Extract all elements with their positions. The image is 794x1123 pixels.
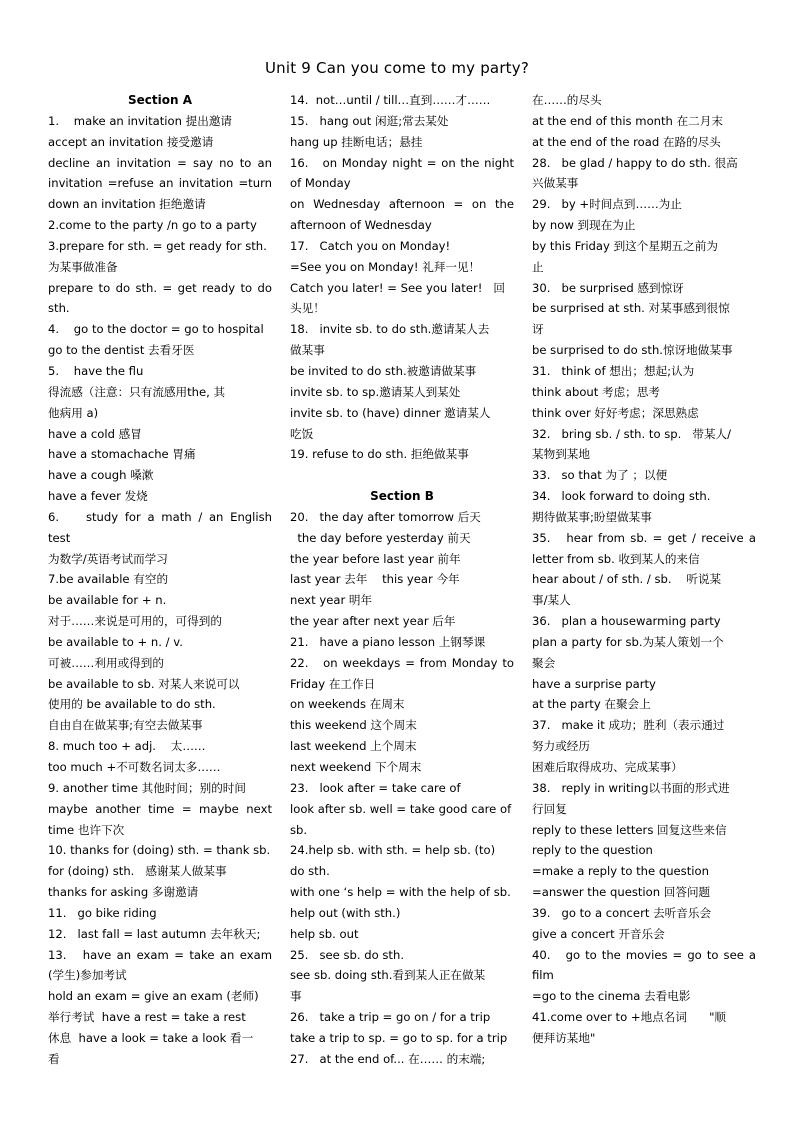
text-line: 头见！ (290, 301, 325, 316)
text-line: 16. on Monday night = on the night (290, 155, 514, 170)
text-line: 27. at the end of... 在…… 的末端; (290, 1051, 486, 1066)
text-line: 11. go bike riding (48, 905, 157, 920)
column-middle (290, 90, 514, 1070)
text-line: 29. by +时间点到……为止 (532, 197, 682, 212)
text-line: the day before yesterday 前天 (290, 530, 471, 545)
text-line: 34. look forward to doing sth. (532, 489, 711, 504)
text-line: down an invitation 拒绝邀请 (48, 197, 206, 212)
text-line: 37. make it 成功；胜利（表示通过 (532, 718, 725, 733)
text-line: have a fever 发烧 (48, 489, 148, 504)
text-line: this weekend 这个周末 (290, 718, 417, 733)
text-line: 为数学/英语考试而学习 (48, 551, 168, 566)
text-line: 13. have an exam = take an exam (48, 947, 272, 962)
text-line: 止 (532, 259, 544, 274)
text-line: be surprised to do sth.惊讶地做某事 (532, 343, 733, 358)
text-line: of Monday (290, 176, 351, 191)
text-line: think over 好好考虑；深思熟虑 (532, 405, 699, 420)
text-line: plan a party for sb.为某人策划一个 (532, 634, 724, 649)
text-line: 18. invite sb. to do sth.邀请某人去 (290, 322, 490, 337)
section-heading: Section A (128, 93, 192, 107)
text-line: be available to + n. / v. (48, 634, 183, 649)
text-line: be available to sb. 对某人来说可以 (48, 676, 240, 691)
text-line: for (doing) sth. 感谢某人做某事 (48, 864, 227, 879)
text-line: on weekends 在周末 (290, 697, 405, 712)
text-line: accept an invitation 接受邀请 (48, 134, 214, 149)
text-line: hear about / of sth. / sb. 听说某 (532, 572, 722, 587)
text-line: have a surprise party (532, 676, 656, 691)
text-line: 对于……来说是可用的，可得到的 (48, 614, 222, 629)
text-line: hold an exam = give an exam (老师) (48, 989, 259, 1004)
text-line: letter from sb. 收到某人的来信 (532, 551, 700, 566)
text-line: 21. have a piano lesson 上钢琴课 (290, 634, 486, 649)
text-line: 期待做某事;盼望做某事 (532, 509, 652, 524)
text-line: be surprised at sth. 对某事感到很惊 (532, 301, 730, 316)
text-line: 努力或经历 (532, 739, 590, 754)
text-line: the year before last year 前年 (290, 551, 461, 566)
text-line: 4. go to the doctor = go to hospital (48, 322, 264, 337)
text-line: by this Friday 到这个星期五之前为 (532, 238, 718, 253)
text-line: 他病用 a) (48, 405, 99, 420)
text-line: 25. see sb. do sth. (290, 947, 405, 962)
text-line: 事/某人 (532, 593, 571, 608)
text-line: last year 去年 this year 今年 (290, 572, 460, 587)
text-line: hang up 挂断电话；悬挂 (290, 134, 423, 149)
text-line: reply to these letters 回复这些来信 (532, 822, 727, 837)
text-line: by now 到现在为止 (532, 218, 636, 233)
text-line: 17. Catch you on Monday! (290, 238, 451, 253)
text-line: 便拜访某地" (532, 1030, 596, 1045)
text-line: next weekend 下个周末 (290, 760, 422, 774)
text-line: take a trip to sp. = go to sp. for a trip (290, 1030, 508, 1045)
text-line: 1. make an invitation 提出邀请 (48, 113, 233, 128)
text-line: next year 明年 (290, 593, 373, 608)
text-line: with one ‘s help = with the help of sb. (290, 885, 511, 900)
text-line: 使用的 be available to do sth. (48, 697, 216, 712)
text-line: 9. another time 其他时间；别的时间 (48, 780, 246, 795)
text-line: 30. be surprised 感到惊讶 (532, 280, 684, 295)
text-line: 做某事 (290, 343, 325, 358)
text-line: be invited to do sth.被邀请做某事 (290, 363, 477, 378)
text-line: help sb. out (290, 926, 359, 941)
text-line: invite sb. to sp.邀请某人到某处 (290, 384, 461, 399)
text-line: 24.help sb. with sth. = help sb. (to) (290, 843, 496, 858)
text-line: be available for + n. (48, 593, 167, 608)
text-line: give a concert 开音乐会 (532, 926, 665, 941)
text-line: too much +不可数名词太多…… (48, 760, 221, 774)
text-line: 兴做某事 (532, 176, 579, 191)
text-line: 6. study for a math / an English (48, 509, 272, 524)
text-line: 41.come over to +地点名词 "顺 (532, 1010, 727, 1025)
text-line: 33. so that 为了 ；以便 (532, 468, 668, 483)
text-line: 10. thanks for (doing) sth. = thank sb. (48, 843, 271, 858)
text-line: do sth. (290, 864, 330, 879)
text-line: =answer the question 回答问题 (532, 885, 711, 900)
text-line: at the end of the road 在路的尽头 (532, 134, 721, 149)
text-line: 2.come to the party /n go to a party (48, 218, 257, 233)
text-line: film (532, 968, 554, 983)
text-line: 15. hang out 闲逛;常去某处 (290, 113, 449, 128)
text-line: 困难后取得成功、完成某事） (532, 760, 683, 774)
text-line: reply to the question (532, 843, 653, 858)
text-line: 26. take a trip = go on / for a trip (290, 1010, 491, 1025)
text-line: 举行考试 have a rest = take a rest (48, 1010, 246, 1025)
text-line: 吃饭 (290, 426, 314, 441)
text-line: prepare to do sth. = get ready to do (48, 280, 272, 295)
text-line: last weekend 上个周末 (290, 739, 417, 754)
text-line: sth. (48, 301, 70, 316)
text-line: Friday 在工作日 (290, 676, 376, 691)
text-line: look after sb. well = take good care of (290, 801, 512, 816)
text-line: =make a reply to the question (532, 864, 709, 879)
text-line: 自由自在做某事;有空去做某事 (48, 718, 203, 733)
text-line: 事 (290, 989, 302, 1004)
text-line (290, 465, 514, 486)
section-heading: Section B (370, 489, 434, 504)
text-line: maybe another time = maybe next (48, 801, 272, 816)
text-line: 3.prepare for sth. = get ready for sth. (48, 238, 267, 253)
text-line: 5. have the flu (48, 363, 144, 378)
text-line: 19. refuse to do sth. 拒绝做某事 (290, 447, 469, 462)
text-line: 可被……利用或得到的 (48, 655, 164, 670)
text-line: (学生)参加考试 (48, 968, 127, 983)
text-line: the year after next year 后年 (290, 614, 456, 629)
text-line: thanks for asking 多谢邀请 (48, 885, 199, 900)
text-line: =See you on Monday! 礼拜一见！ (290, 259, 481, 274)
text-line: 32. bring sb. / sth. to sp. 带某人/ (532, 426, 732, 441)
text-line: 为某事做准备 (48, 259, 118, 274)
text-line: test (48, 530, 71, 545)
text-line: have a cough 嗓漱 (48, 468, 154, 483)
text-line: decline an invitation = say no to an (48, 155, 272, 170)
text-line: 某物到某地 (532, 447, 590, 462)
text-line: invite sb. to (have) dinner 邀请某人 (290, 405, 491, 420)
text-line: 40. go to the movies = go to see a (532, 947, 756, 962)
text-line: sb. (290, 822, 308, 837)
text-line: 35. hear from sb. = get / receive a (532, 530, 756, 545)
text-line: think about 考虑；思考 (532, 384, 660, 399)
text-line: have a cold 感冒 (48, 426, 142, 441)
text-line: 23. look after = take care of (290, 780, 461, 795)
text-line: 38. reply in writing以书面的形式进 (532, 780, 730, 795)
text-line: 20. the day after tomorrow 后天 (290, 509, 481, 524)
text-line: 36. plan a housewarming party (532, 614, 721, 629)
text-line: 行回复 (532, 801, 567, 816)
text-line: at the party 在聚会上 (532, 697, 651, 712)
text-line: 12. last fall = last autumn 去年秋天; (48, 926, 261, 941)
text-line: time 也许下次 (48, 822, 125, 837)
text-line: 7.be available 有空的 (48, 572, 169, 587)
text-line: invitation =refuse an invitation =turn (48, 176, 272, 191)
text-line: =go to the cinema 去看电影 (532, 989, 691, 1004)
text-line: help out (with sth.) (290, 905, 401, 920)
column-left (48, 90, 272, 1070)
text-line: on Wednesday afternoon = on the (290, 197, 514, 212)
text-line: 讶 (532, 322, 544, 337)
text-line: 28. be glad / happy to do sth. 很高 (532, 155, 738, 170)
page-title: Unit 9 Can you come to my party? (265, 59, 529, 77)
text-line: 在……的尽头 (532, 93, 602, 107)
text-line: 14. not…until / till…直到……才…… (290, 93, 491, 107)
text-line: 22. on weekdays = from Monday to (290, 655, 514, 670)
text-line: 39. go to a concert 去听音乐会 (532, 905, 712, 920)
text-line: 聚会 (532, 655, 556, 670)
text-line: afternoon of Wednesday (290, 218, 432, 233)
text-line: Catch you later! = See you later! 回 (290, 280, 506, 295)
column-right (532, 90, 756, 1049)
text-line: 得流感（注意：只有流感用the, 其 (48, 384, 226, 399)
text-line: have a stomachache 胃痛 (48, 447, 196, 462)
text-line: 31. think of 想出；想起;认为 (532, 363, 695, 378)
text-line: at the end of this month 在二月末 (532, 113, 723, 128)
text-line: 8. much too + adj. 太…… (48, 739, 206, 754)
text-line: go to the dentist 去看牙医 (48, 343, 195, 358)
text-line: 休息 have a look = take a look 看一 (48, 1030, 254, 1045)
text-line: see sb. doing sth.看到某人正在做某 (290, 968, 486, 983)
text-line: 看 (48, 1051, 60, 1066)
